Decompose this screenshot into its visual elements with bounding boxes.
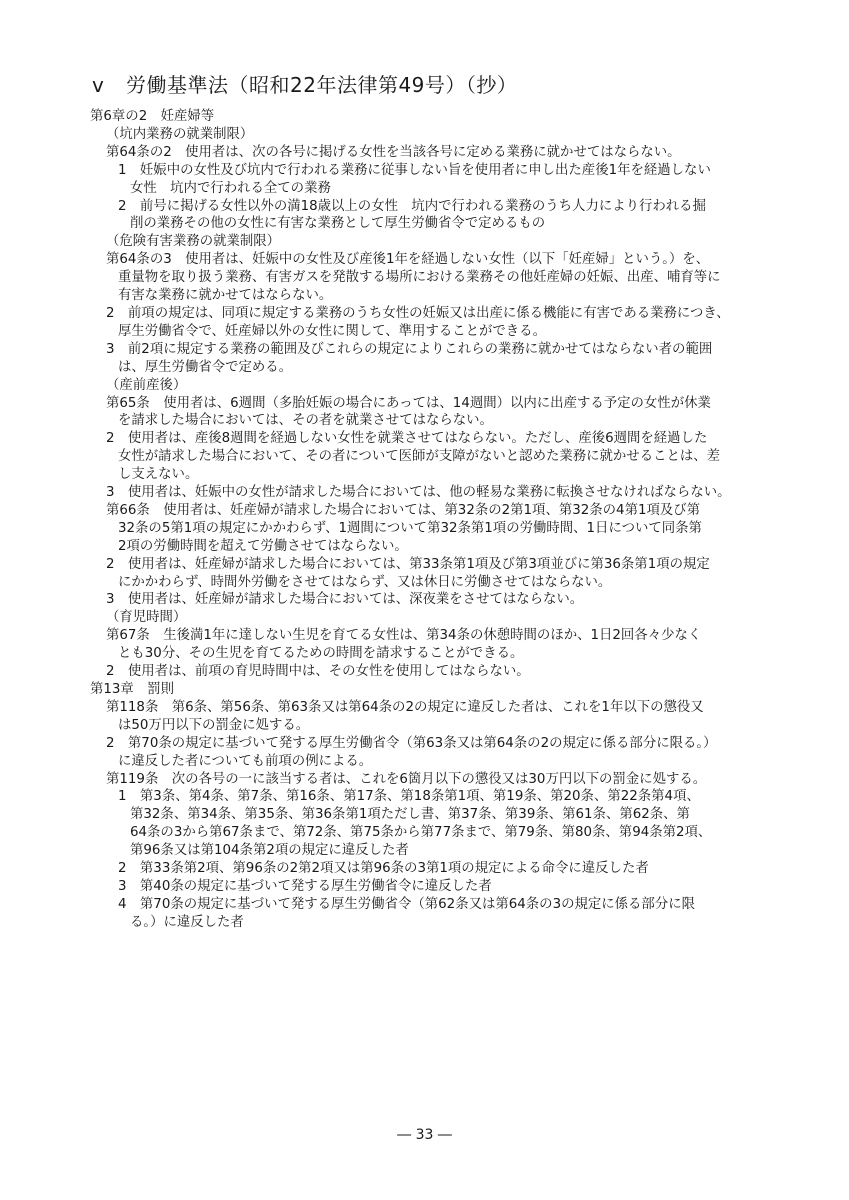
text-line: は、厚生労働省令で定める。 <box>118 359 293 375</box>
text-line: 3 使用者は、妊産婦が請求した場合においては、深夜業をさせてはならない。 <box>106 592 584 608</box>
text-line: 重量物を取り扱う業務、有害ガスを発散する場所における業務その他妊産婦の妊娠、出産、哺育等に <box>118 270 721 286</box>
title-text: 労働基準法（昭和22年法律第49号）（抄） <box>126 73 518 97</box>
text-line: 第96条又は第104条第2項の規定に違反した者 <box>130 843 409 859</box>
text-line: 女性が請求した場合において、その者について医師が支障がないと認めた業務に就かせることは、差 <box>118 449 721 465</box>
text-line: （育児時間） <box>106 610 187 626</box>
text-line: 2項の労働時間を超えて労働させてはならない。 <box>118 538 408 554</box>
text-line: し支えない。 <box>118 467 199 483</box>
text-line: る。）に違反した者 <box>130 914 244 930</box>
text-line: に違反した者についても前項の例による。 <box>118 753 373 769</box>
text-line: 第6章の2 妊産婦等 <box>90 109 215 124</box>
text-line: （坑内業務の就業制限） <box>106 126 254 142</box>
text-line: にかかわらず、時間外労働をさせてはならず、又は休日に労働させてはならない。 <box>118 574 612 590</box>
text-line: 32条の5第1項の規定にかかわらず、1週間について第32条第1項の労働時間、1日について同条第 <box>118 520 702 536</box>
text-line: 第64条の3 使用者は、妊娠中の女性及び産後1年を経過しない女性（以下「妊産婦」という。）を、 <box>106 252 710 268</box>
text-line: 3 使用者は、妊娠中の女性が請求した場合においては、他の軽易な業務に転換させなければならない。 <box>106 485 731 501</box>
text-line: 第64条の2 使用者は、次の各号に掲げる女性を当該各号に定める業務に就かせてはならない。 <box>106 144 681 160</box>
text-line: 第67条 生後満1年に達しない生児を育てる女性は、第34条の休憩時間のほか、1日2回各々少なく <box>106 628 702 644</box>
text-line: （産前産後） <box>106 377 187 393</box>
text-line: とも30分、その生児を育てるための時間を請求することができる。 <box>118 646 524 662</box>
text-line: 女性 坑内で行われる全ての業務 <box>130 180 331 196</box>
text-line: は50万円以下の罰金に処する。 <box>118 717 310 733</box>
text-line: 厚生労働省令で、妊産婦以外の女性に関して、準用することができる。 <box>118 323 546 339</box>
text-line: 3 第40条の規定に基づいて発する厚生労働省令に違反した者 <box>118 878 492 894</box>
text-line: （危険有害業務の就業制限） <box>106 234 281 250</box>
text-line: 削の業務その他の女性に有害な業務として厚生労働省令で定めるもの <box>130 216 546 232</box>
text-line: 第32条、第34条、第35条、第36条第1項ただし書、第37条、第39条、第61条、第62条、第 <box>130 807 690 823</box>
text-line: 2 使用者は、前項の育児時間中は、その女性を使用してはならない。 <box>106 664 530 680</box>
section-mark: v <box>92 73 105 97</box>
page-number: ― 33 ― <box>397 1127 452 1143</box>
text-line: 2 第33条第2項、第96条の2第2項又は第96条の3第1項の規定による命令に違反した者 <box>118 861 649 877</box>
text-line: 2 使用者は、妊産婦が請求した場合においては、第33条第1項及び第3項並びに第36条第1項の規定 <box>106 556 710 572</box>
text-line: 有害な業務に就かせてはならない。 <box>118 288 333 304</box>
text-line: 1 第3条、第4条、第7条、第16条、第17条、第18条第1項、第19条、第20条、第22条第4項、 <box>118 789 700 805</box>
text-line: 64条の3から第67条まで、第72条、第75条から第77条まで、第79条、第80条、第94条第2項、 <box>130 825 712 841</box>
text-line: 第13章 罰則 <box>90 682 174 697</box>
text-line: 3 前2項に規定する業務の範囲及びこれらの規定によりこれらの業務に就かせてはならない者の範囲 <box>106 341 713 357</box>
text-line: 第66条 使用者は、妊産婦が請求した場合においては、第32条の2第1項、第32条の4第1項及び第 <box>106 502 701 518</box>
text-line: 2 前号に掲げる女性以外の満18歳以上の女性 坑内で行われる業務のうち人力により行われる掘 <box>118 198 706 214</box>
text-line: 第119条 次の各号の一に該当する者は、これを6箇月以下の懲役又は30万円以下の罰金に処する。 <box>106 771 707 787</box>
text-line: 第118条 第6条、第56条、第63条又は第64条の2の規定に違反した者は、これを1年以下の懲役又 <box>106 699 704 715</box>
text-line: 2 前項の規定は、同項に規定する業務のうち女性の妊娠又は出産に係る機能に有害である業務につき、 <box>106 305 730 321</box>
text-line: 2 使用者は、産後8週間を経過しない女性を就業させてはならない。ただし、産後6週間を経過した <box>106 431 708 447</box>
law-text-body <box>90 108 770 932</box>
text-line: を請求した場合においては、その者を就業させてはならない。 <box>118 413 493 429</box>
text-line: 4 第70条の規定に基づいて発する厚生労働省令（第62条又は第64条の3の規定に係る部分に限 <box>118 896 695 912</box>
text-line: 2 第70条の規定に基づいて発する厚生労働省令（第63条又は第64条の2の規定に係る部分に限る。） <box>106 735 717 751</box>
text-line: 1 妊娠中の女性及び坑内で行われる業務に従事しない旨を使用者に申し出た産後1年を経過しない <box>118 162 711 178</box>
page-title <box>92 72 517 98</box>
text-line: 第65条 使用者は、6週間（多胎妊娠の場合にあっては、14週間）以内に出産する予定の女性が休業 <box>106 395 711 411</box>
